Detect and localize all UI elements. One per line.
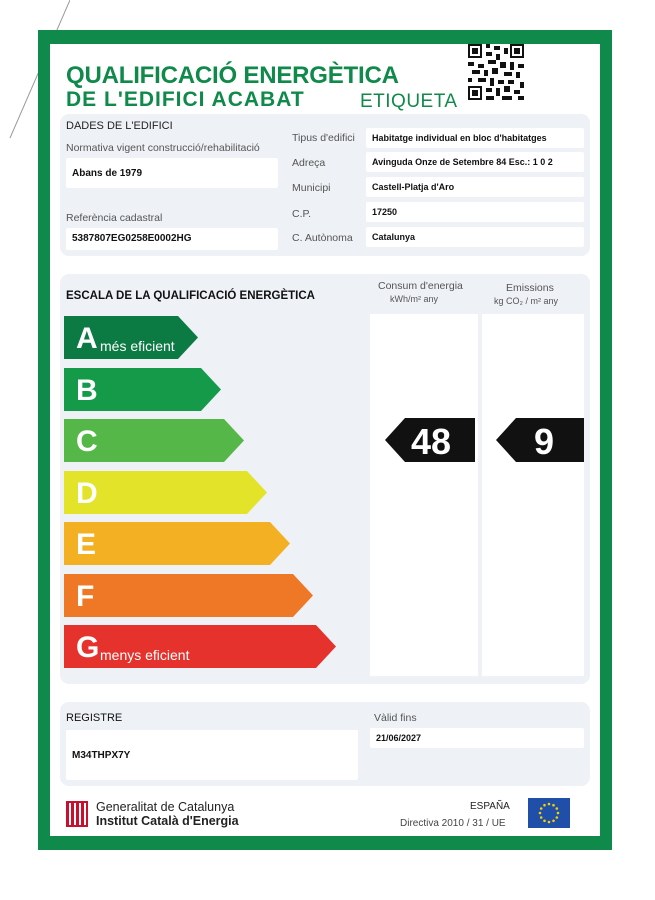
emissions-column <box>482 314 584 676</box>
country-label: ESPAÑA <box>470 801 510 812</box>
rating-bar-b <box>64 368 221 411</box>
postal-field <box>366 202 584 222</box>
label-inner <box>50 44 600 836</box>
title-line-1: QUALIFICACIÓ ENERGÈTICA <box>66 62 399 89</box>
postal-value: 17250 <box>372 207 398 217</box>
rating-bar-g <box>64 625 336 668</box>
title-line-2: DE L'EDIFICI ACABAT <box>66 88 305 111</box>
rating-description: menys eficient <box>100 647 190 663</box>
issuer-line-1: Generalitat de Catalunya <box>96 800 235 814</box>
cadastral-value: 5387807EG0258E0002HG <box>72 233 192 244</box>
address-field <box>366 152 584 172</box>
registry-value: M34THPX7Y <box>72 750 131 761</box>
rating-bar-f <box>64 574 313 617</box>
eu-flag-icon <box>528 798 570 828</box>
valid-label: Vàlid fins <box>374 712 417 724</box>
consumption-badge <box>385 418 475 462</box>
municipality-value: Castell-Platja d'Aro <box>372 182 455 192</box>
norm-field <box>66 158 278 188</box>
municipality-field <box>366 177 584 197</box>
emissions-badge <box>496 418 584 462</box>
energy-label <box>38 30 612 850</box>
type-field <box>366 128 584 148</box>
rating-letter: G <box>76 631 100 664</box>
rating-bar-e <box>64 522 290 565</box>
building-data-panel <box>60 114 590 256</box>
emissions-unit: kg CO₂ / m² any <box>494 296 559 306</box>
emissions-value: 9 <box>534 421 555 462</box>
building-section-title: DADES DE L'EDIFICI <box>66 120 173 132</box>
region-field <box>366 227 584 247</box>
municipality-label: Municipi <box>292 182 331 194</box>
rating-letter: B <box>76 373 98 407</box>
region-label: C. Autònoma <box>292 232 353 244</box>
scale-section-title: ESCALA DE LA QUALIFICACIÓ ENERGÈTICA <box>66 290 315 302</box>
rating-letter: E <box>76 528 97 561</box>
rating-letter: D <box>76 476 98 510</box>
consumption-header: Consum d'energia <box>378 280 463 292</box>
label-type: ETIQUETA <box>360 91 458 112</box>
valid-field <box>370 728 584 748</box>
cadastral-label: Referència cadastral <box>66 212 163 224</box>
consumption-column <box>370 314 478 676</box>
registry-panel <box>60 702 590 786</box>
norm-label: Normativa vigent construcció/rehabilitació <box>66 142 260 154</box>
type-value: Habitatge individual en bloc d'habitatges <box>372 133 547 143</box>
rating-letter: C <box>76 425 98 458</box>
consumption-value: 48 <box>411 421 452 462</box>
rating-bar-c <box>64 419 244 462</box>
consumption-unit: kWh/m² any <box>390 294 439 304</box>
registry-label: REGISTRE <box>66 712 123 724</box>
rating-bar-d <box>64 471 267 514</box>
emissions-header: Emissions <box>506 282 554 294</box>
rating-bar-shape <box>64 522 290 565</box>
issuer-line-2: Institut Català d'Energia <box>96 814 239 828</box>
rating-letter: A <box>76 322 98 355</box>
rating-description: més eficient <box>100 338 175 354</box>
cadastral-field <box>66 228 278 250</box>
region-value: Catalunya <box>372 232 416 242</box>
address-label: Adreça <box>292 157 326 169</box>
rating-bar-shape <box>64 574 313 617</box>
generalitat-logo-icon <box>66 801 88 827</box>
postal-label: C.P. <box>292 208 312 220</box>
valid-value: 21/06/2027 <box>376 733 422 743</box>
type-label: Tipus d'edifici <box>292 132 355 144</box>
directive-label: Directiva 2010 / 31 / UE <box>400 818 506 829</box>
qr-code-icon <box>468 44 524 100</box>
rating-bar-a <box>64 316 198 359</box>
rating-letter: F <box>76 579 95 613</box>
registry-field <box>66 730 358 780</box>
address-value: Avinguda Onze de Setembre 84 Esc.: 1 0 2 <box>372 157 553 167</box>
norm-value: Abans de 1979 <box>72 168 143 179</box>
